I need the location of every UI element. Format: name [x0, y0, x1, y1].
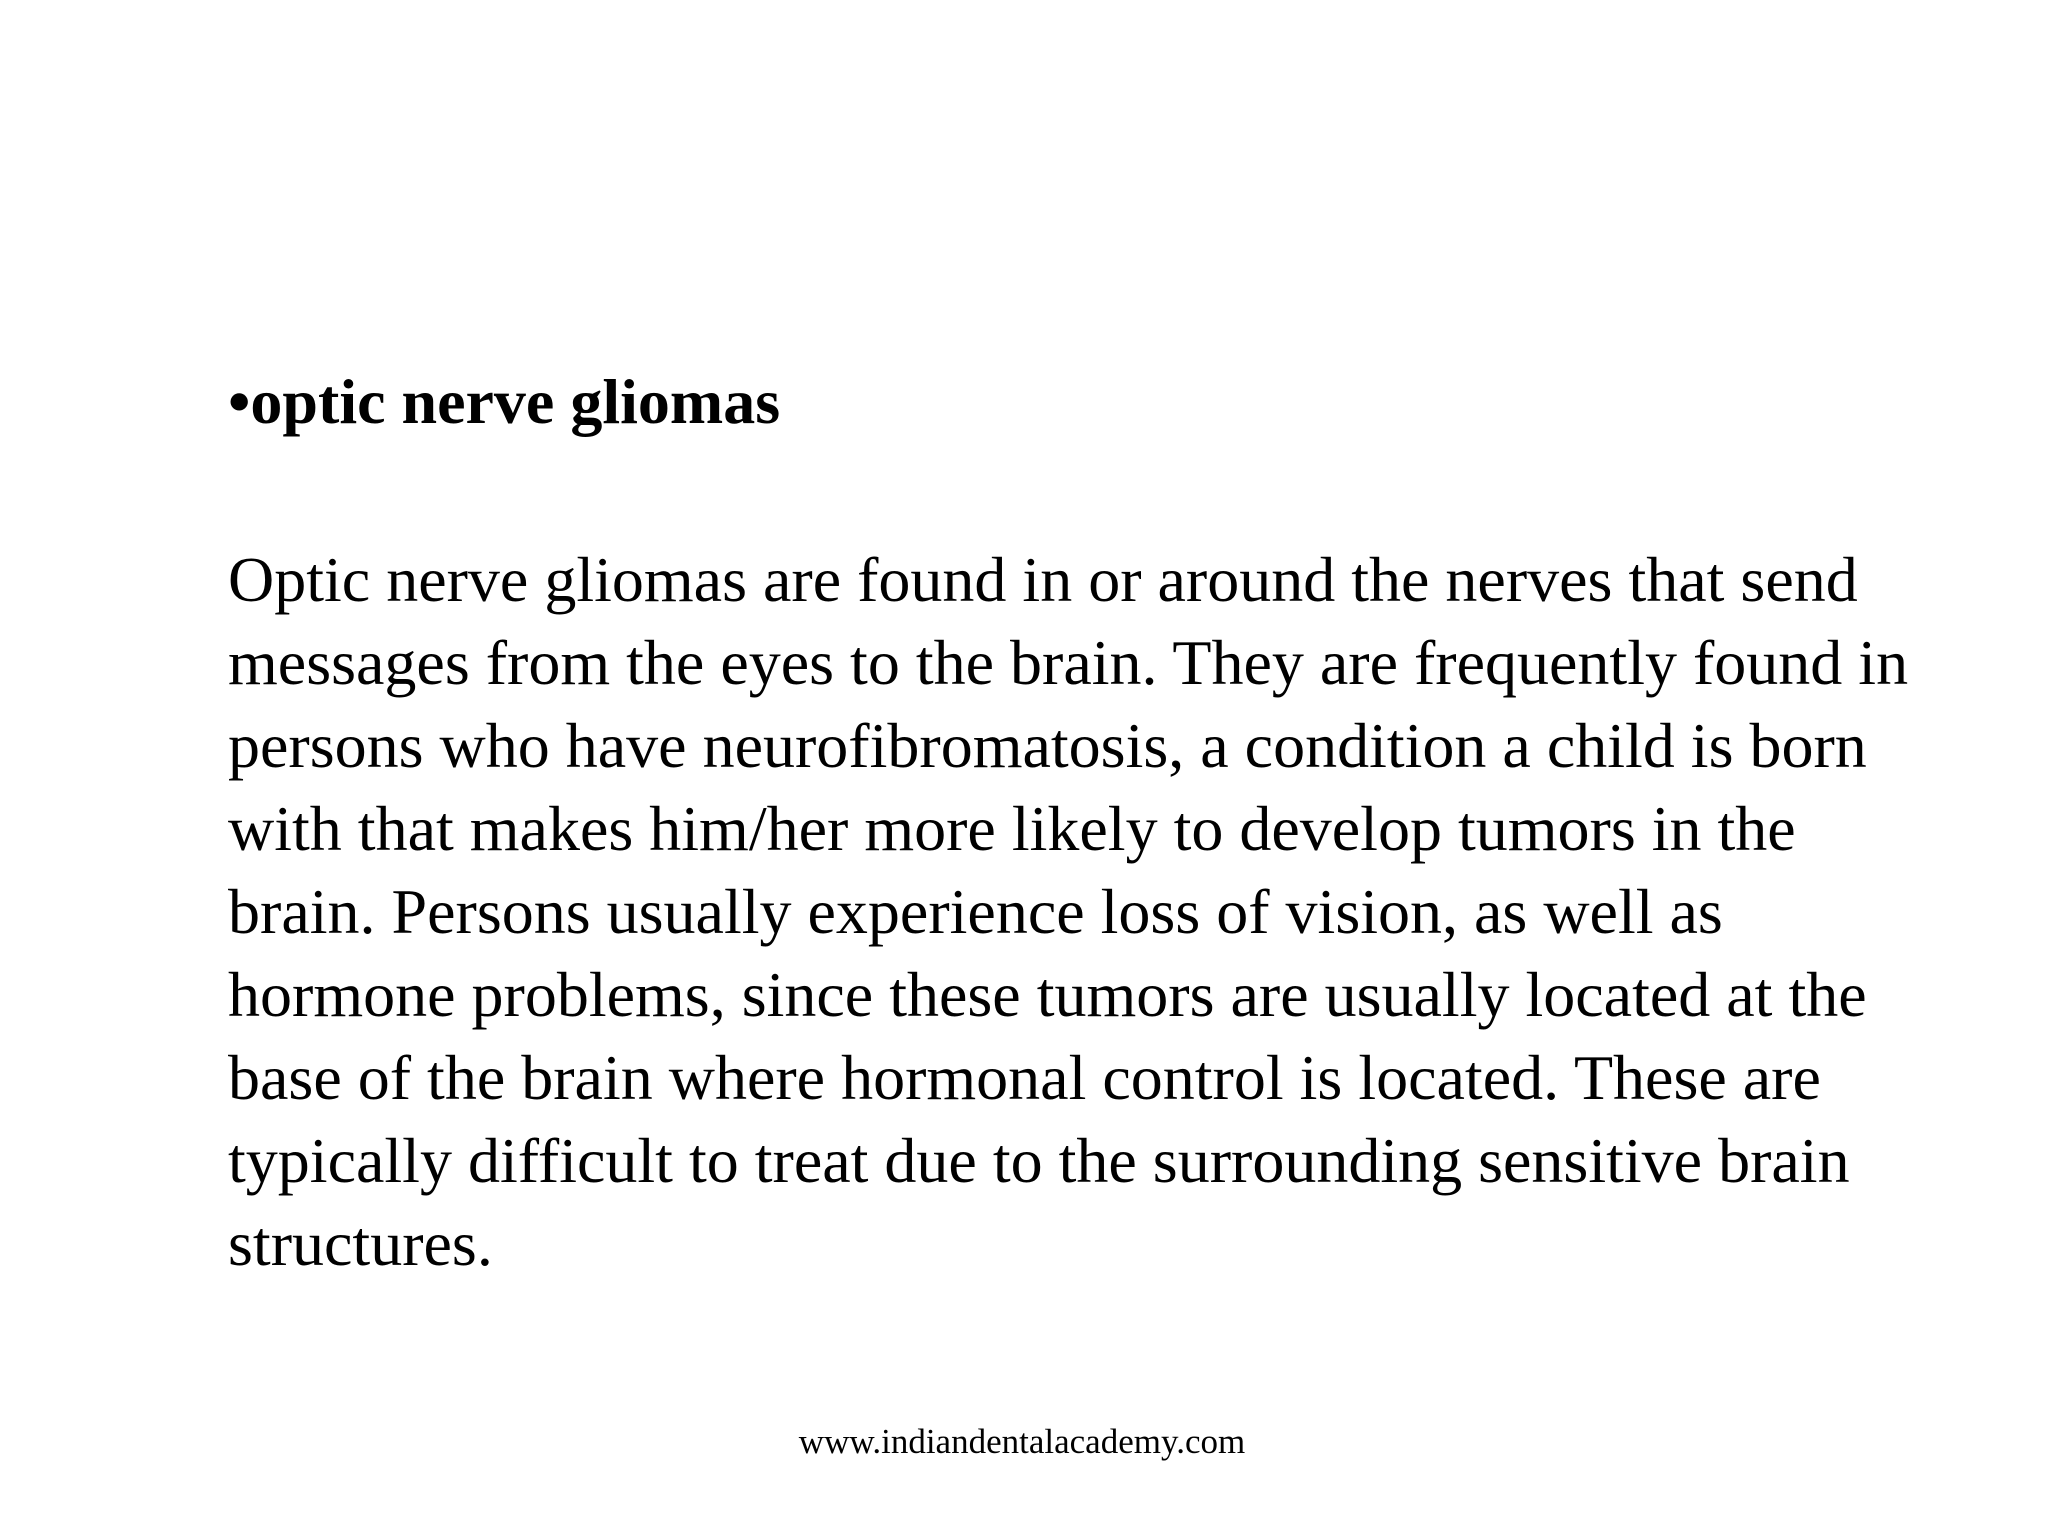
slide-heading: •optic nerve gliomas: [228, 366, 781, 437]
slide-footer: [0, 1424, 2048, 1459]
body-line: persons who have neurofibromatosis, a condition a child is born: [228, 710, 1867, 781]
slide-body-text: [228, 538, 2038, 1285]
body-line: structures.: [228, 1208, 493, 1279]
footer-website-url: www.indiandentalacademy.com: [798, 1422, 1246, 1461]
body-line: typically difficult to treat due to the surrounding sensitive brain: [228, 1125, 1850, 1196]
body-line: messages from the eyes to the brain. They are frequently found in: [228, 627, 1909, 698]
body-line: base of the brain where hormonal control is located. These are: [228, 1042, 1821, 1113]
body-line: Optic nerve gliomas are found in or around the nerves that send: [228, 544, 1858, 615]
body-line: hormone problems, since these tumors are usually located at the: [228, 959, 1867, 1030]
body-line: brain. Persons usually experience loss of vision, as well as: [228, 876, 1723, 947]
body-line: with that makes him/her more likely to develop tumors in the: [228, 793, 1796, 864]
